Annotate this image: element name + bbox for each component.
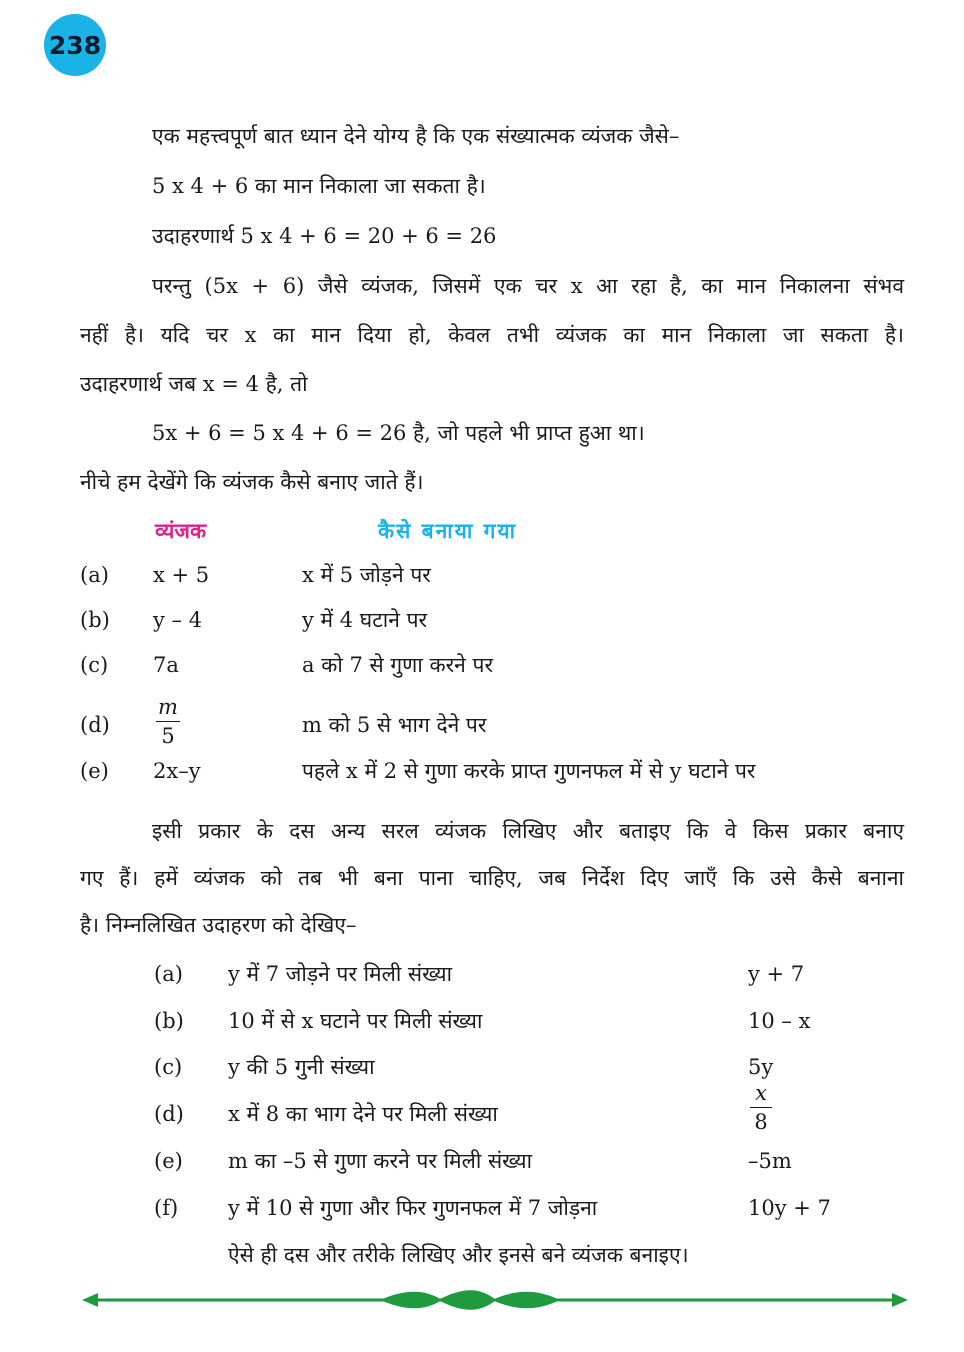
table2-row-expression: 10 – x [748,1009,811,1033]
fraction-denominator: 8 [754,1110,768,1134]
table2-row-label: (c) [154,1055,183,1079]
table2-row-description: y में 7 जोड़ने पर मिली संख्या [228,962,453,986]
fraction-numerator: m [158,695,178,719]
table1-row-expression: 7a [153,653,179,677]
table1-row-label: (c) [80,653,109,677]
intro-line-4: परन्तु (5x + 6) जैसे व्यंजक, जिसमें एक चर x आ रहा है, का मान निकालना संभव [152,274,904,298]
table1-row-how: x में 5 जोड़ने पर [302,563,431,587]
middle-line-2: गए हैं। हमें व्यंजक को तब भी बना पाना चाहिए, जब निर्देश दिए जाएँ कि उसे कैसे बनाना [80,866,904,890]
fraction-numerator: x [755,1081,767,1105]
table1-row-label: (a) [80,563,109,587]
intro-line-6: उदाहरणार्थ जब x = 4 है, तो [80,372,308,396]
table1-header-how: कैसे बनाया गया [378,518,518,543]
table1-row-label: (e) [80,759,109,783]
middle-line-3: है। निम्नलिखित उदाहरण को देखिए– [80,913,357,937]
intro-line-7: 5x + 6 = 5 x 4 + 6 = 26 है, जो पहले भी प्राप्त हुआ था। [152,421,645,445]
table1-row-fraction [156,694,180,749]
fraction-bar [156,721,180,722]
table1-row-how: y में 4 घटाने पर [302,608,428,632]
table2-row-expression: –5m [748,1149,792,1173]
table1-row-expression: y – 4 [153,608,203,632]
table1-row-expression: 2x–y [153,759,201,783]
table1-row-how: m को 5 से भाग देने पर [302,713,487,737]
table1-row-how: a को 7 से गुणा करने पर [302,653,494,677]
page-number: 238 [48,30,102,60]
table1-row-expression: x + 5 [153,563,210,587]
table2-row-label: (f) [154,1196,179,1220]
table2-row-expression: 10y + 7 [748,1196,831,1220]
intro-line-5: नहीं है। यदि चर x का मान दिया हो, केवल तभी व्यंजक का मान निकाला जा सकता है। [80,323,904,347]
intro-line-2: 5 x 4 + 6 का मान निकाला जा सकता है। [152,174,486,198]
table2-row-description: y में 10 से गुणा और फिर गुणनफल में 7 जोड़ना [228,1196,598,1220]
table2-row-description: y की 5 गुनी संख्या [228,1055,375,1079]
table2-row-label: (b) [154,1009,184,1033]
table2-row-description: 10 में से x घटाने पर मिली संख्या [228,1009,483,1033]
table2-row-label: (e) [154,1149,183,1173]
table2-row-fraction [750,1080,772,1135]
middle-line-1: इसी प्रकार के दस अन्य सरल व्यंजक लिखिए और बताइए कि वे किस प्रकार बनाए [152,819,904,843]
table1-row-label: (b) [80,608,110,632]
table2-row-expression: y + 7 [748,962,805,986]
intro-line-1: एक महत्त्वपूर्ण बात ध्यान देने योग्य है कि एक संख्यात्मक व्यंजक जैसे– [152,124,680,148]
table2-row-description: m का –5 से गुणा करने पर मिली संख्या [228,1149,533,1173]
table2-row-expression: 5y [748,1055,774,1079]
intro-line-8: नीचे हम देखेंगे कि व्यंजक कैसे बनाए जाते हैं। [80,470,424,494]
table1-row-how: पहले x में 2 से गुणा करके प्राप्त गुणनफल में से y घटाने पर [302,759,756,783]
ornament-divider-icon [80,1285,910,1315]
table2-row-label: (d) [154,1102,184,1126]
table1-header-expression: व्यंजक [155,518,207,543]
fraction-bar [750,1107,772,1108]
fraction-denominator: 5 [161,724,175,748]
table2-row-description: x में 8 का भाग देने पर मिली संख्या [228,1102,498,1126]
intro-line-3: उदाहरणार्थ 5 x 4 + 6 = 20 + 6 = 26 [152,224,497,248]
table2-row-label: (a) [154,962,183,986]
table1-row-label: (d) [80,713,110,737]
table2-closing-line: ऐसे ही दस और तरीके लिखिए और इनसे बने व्यंजक बनाइए। [228,1243,689,1267]
page-number-badge [44,14,106,76]
